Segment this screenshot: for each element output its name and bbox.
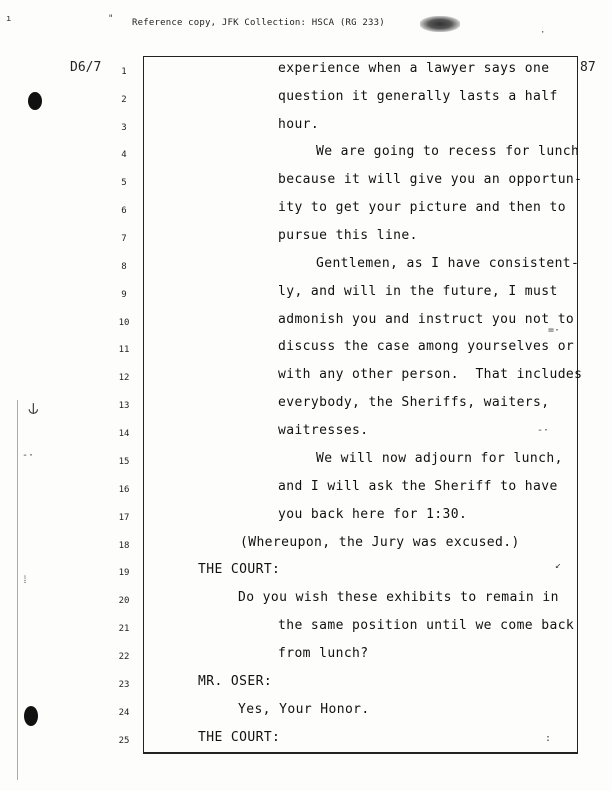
speaker-label: THE COURT: — [198, 562, 281, 577]
page-number: 87 — [580, 60, 596, 75]
transcript-line: Do you wish these exhibits to remain in — [238, 590, 559, 605]
scan-mark: ⫝ — [28, 398, 39, 419]
line-number: 23 — [118, 680, 130, 690]
line-number: 6 — [121, 206, 127, 216]
speaker-label: THE COURT: — [198, 730, 281, 745]
transcript-line: hour. — [278, 117, 320, 132]
line-number: 4 — [121, 150, 127, 160]
transcript-line: from lunch? — [278, 646, 369, 661]
line-number: 3 — [121, 123, 127, 133]
transcript-line: question it generally lasts a half — [278, 89, 558, 104]
transcript-line: We will now adjourn for lunch, — [316, 451, 563, 466]
line-number: 1 — [121, 67, 127, 77]
punch-hole — [24, 706, 38, 726]
document-id: D6/7 — [70, 60, 102, 75]
line-number: 20 — [118, 596, 130, 606]
redaction-smudge — [420, 16, 460, 32]
line-number: 9 — [121, 290, 127, 300]
scan-mark: ↙ — [555, 560, 562, 571]
transcript-line: the same position until we come back — [278, 618, 575, 633]
line-number: 14 — [118, 429, 130, 439]
line-number: 10 — [118, 318, 130, 328]
scan-mark: " — [108, 14, 114, 24]
transcript-line: with any other person. That includes — [278, 367, 583, 382]
line-number: 17 — [118, 513, 130, 523]
transcript-line: admonish you and instruct you not to — [278, 312, 575, 327]
scan-edge-line — [17, 400, 18, 780]
transcript-line: you back here for 1:30. — [278, 507, 468, 522]
line-number: 8 — [121, 262, 127, 272]
speaker-label: MR. OSER: — [198, 674, 273, 689]
line-number: 15 — [118, 457, 130, 467]
scan-mark: ı — [6, 14, 12, 24]
scan-mark: · — [540, 28, 546, 38]
transcript-line: Gentlemen, as I have consistent- — [316, 256, 580, 271]
line-number: 18 — [118, 541, 130, 551]
scan-mark: -· — [22, 450, 35, 461]
transcript-line: experience when a lawyer says one — [278, 61, 550, 76]
line-number: 11 — [118, 345, 130, 355]
scan-mark: : — [545, 733, 552, 744]
transcript-line: everybody, the Sheriffs, waiters, — [278, 395, 550, 410]
line-number: 16 — [118, 485, 130, 495]
line-number: 25 — [118, 736, 130, 746]
reference-header: Reference copy, JFK Collection: HSCA (RG 233) — [132, 18, 385, 28]
scan-mark: =· — [548, 325, 561, 336]
scan-mark: ⁞ — [22, 575, 29, 586]
line-number: 2 — [121, 95, 127, 105]
transcript-line: ity to get your picture and then to — [278, 200, 566, 215]
transcript-line: discuss the case among yourselves or — [278, 339, 575, 354]
line-number: 7 — [121, 234, 127, 244]
transcript-line: and I will ask the Sheriff to have — [278, 479, 558, 494]
transcript-line: pursue this line. — [278, 228, 418, 243]
transcript-line: We are going to recess for lunch — [316, 144, 580, 159]
transcript-line: Yes, Your Honor. — [238, 702, 370, 717]
scan-mark: -· — [537, 425, 550, 436]
line-number: 5 — [121, 178, 127, 188]
line-number: 13 — [118, 401, 130, 411]
transcript-line: ly, and will in the future, I must — [278, 284, 558, 299]
line-number: 24 — [118, 708, 130, 718]
transcript-line: because it will give you an opportun- — [278, 172, 583, 187]
line-number: 22 — [118, 652, 130, 662]
line-number: 12 — [118, 373, 130, 383]
line-number: 21 — [118, 624, 130, 634]
transcript-line: (Whereupon, the Jury was excused.) — [240, 535, 520, 550]
punch-hole — [28, 92, 42, 110]
transcript-line: waitresses. — [278, 423, 369, 438]
line-number: 19 — [118, 568, 130, 578]
